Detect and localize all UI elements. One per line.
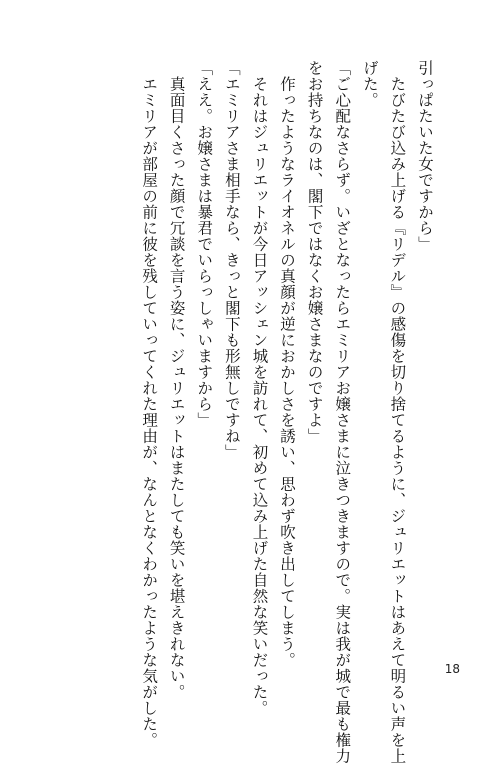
text-line: たびたび込み上げる『リデル』の感傷を切り捨てるように、ジュリエットはあえて明るい声を上: [388, 76, 407, 764]
section-break: [0, 60, 107, 635]
text-line: 「ご心配なさらず。いざとなったらエミリアお嬢さまに泣きつきますので。実は我が城で最も権力: [333, 60, 352, 764]
text-line: エミリアが部屋の前に彼を残していってくれた理由が、なんとなくわかったような気がした。: [140, 76, 159, 748]
vertical-text-body: [0, 60, 438, 764]
text-line: 「ええ。お嬢さまは暴君でいらっしゃいますから」: [195, 60, 214, 428]
text-line: をお持ちなのは、閣下ではなくお嬢さまなのですよ」: [305, 60, 324, 444]
text-line: 「エミリアさま相手なら、きっと閣下も形無しですね」: [222, 60, 241, 460]
blank-line: [107, 60, 135, 635]
text-line: 真面目くさった顔で冗談を言う姿に、ジュリエットはまたしても笑いを堪えきれない。: [167, 76, 186, 700]
text-line: 引っぱたいた女ですから」: [416, 60, 434, 252]
page-number: 18: [444, 662, 460, 676]
text-line: それはジュリエットが今日アッシェン城を訪れて、初めて込み上げた自然な笑いだった。: [250, 76, 269, 716]
text-line: げた。: [360, 60, 379, 108]
text-line: 作ったようなライオネルの真顔が逆におかしさを誘い、思わず吹き出してしまう。: [278, 76, 297, 668]
